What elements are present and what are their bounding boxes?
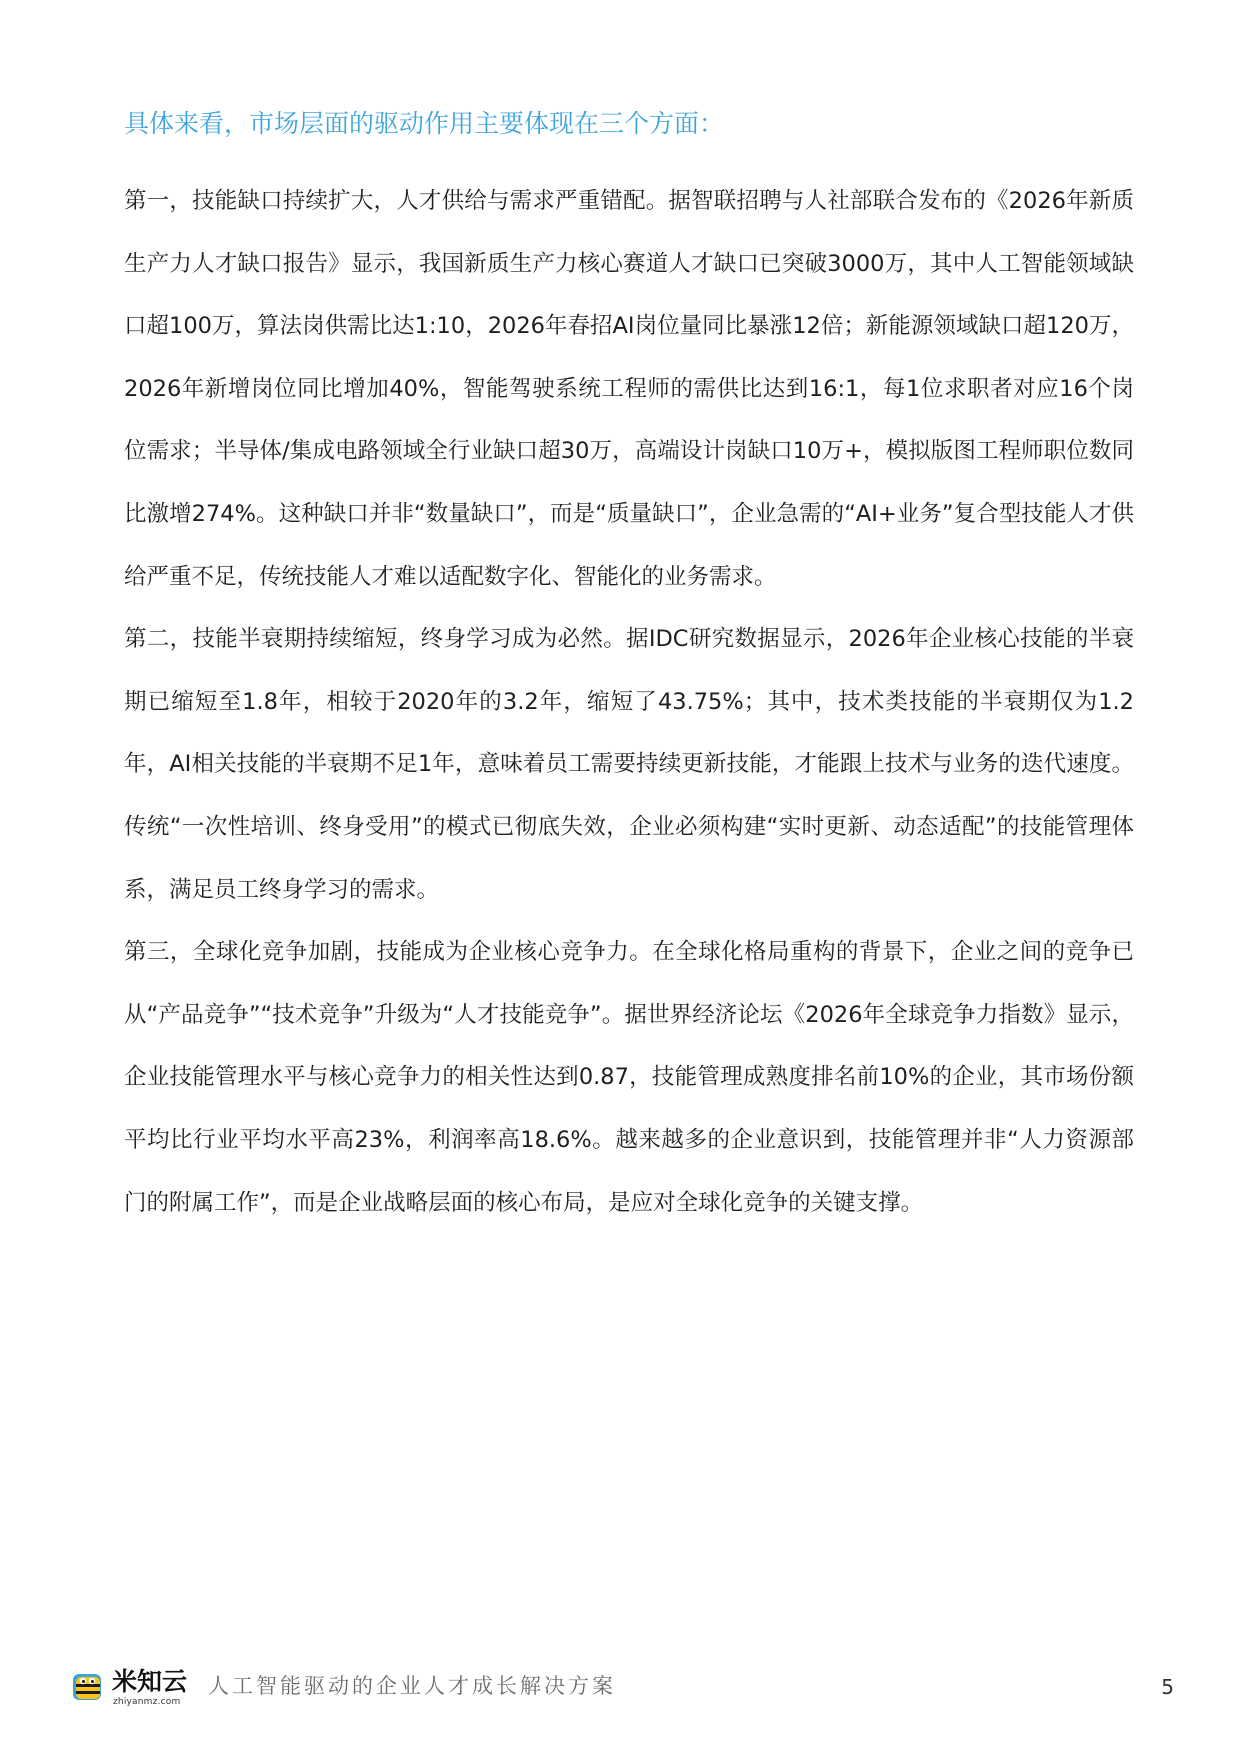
- page-footer: [72, 1667, 1182, 1717]
- paragraph-3: 第三，全球化竞争加剧，技能成为企业核心竞争力。在全球化格局重构的背景下，企业之间的竞争已从“产品竞争”“技术竞争”升级为“人才技能竞争”。据世界经济论坛《2026年全球竞争力指数》显示，企业技能管理水平与核心竞争力的相关性达到0.87，技能管理成熟度排名前10%的企业，其市场份额平均比行业平均水平高23%，利润率高18.6%。越来越多的企业意识到，技能管理并非“人力资源部门的附属工作”，而是企业战略层面的核心布局，是应对全球化竞争的关键支撑。: [124, 939, 1134, 1216]
- footer-slogan: 人工智能驱动的企业人才成长解决方案: [208, 1674, 616, 1698]
- paragraph-1: 第一，技能缺口持续扩大，人才供给与需求严重错配。据智联招聘与人社部联合发布的《2026年新质生产力人才缺口报告》显示，我国新质生产力核心赛道人才缺口已突破3000万，其中人工智能领域缺口超100万，算法岗供需比达1:10，2026年春招AI岗位量同比暴涨12倍；新能源领域缺口超120万，2026年新增岗位同比增加40%，智能驾驶系统工程师的需供比达到16:1，每1位求职者对应16个岗位需求；半导体/集成电路领域全行业缺口超30万，高端设计岗缺口10万+，模拟版图工程师职位数同比激增274%。这种缺口并非“数量缺口”，而是“质量缺口”，企业急需的“AI+业务”复合型技能人才供给严重不足，传统技能人才难以适配数字化、智能化的业务需求。: [124, 188, 1134, 590]
- page-number: 5: [1161, 1675, 1174, 1699]
- bee-logo-icon: [72, 1671, 104, 1703]
- section-heading: 具体来看，市场层面的驱动作用主要体现在三个方面：: [124, 109, 725, 138]
- brand-name: 米知云: [112, 1667, 188, 1696]
- paragraph-2: 第二，技能半衰期持续缩短，终身学习成为必然。据IDC研究数据显示，2026年企业核心技能的半衰期已缩短至1.8年，相较于2020年的3.2年，缩短了43.75%；其中，技术类技能的半衰期仅为1.2年，AI相关技能的半衰期不足1年，意味着员工需要持续更新技能，才能跟上技术与业务的迭代速度。传统“一次性培训、终身受用”的模式已彻底失效，企业必须构建“实时更新、动态适配”的技能管理体系，满足员工终身学习的需求。: [124, 626, 1134, 903]
- body-text: [124, 170, 1134, 1234]
- brand-url: zhiyanmz.com: [113, 1697, 181, 1707]
